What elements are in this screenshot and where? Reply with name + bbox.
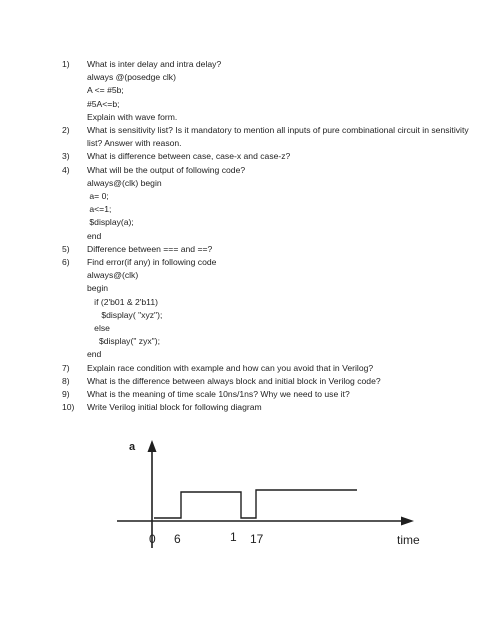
waveform-signal (154, 490, 357, 518)
code-line: if (2'b01 & 2'b11) (87, 296, 158, 307)
question-text: What is the difference between always block and initial block in Verilog code? (87, 375, 381, 386)
question-number: 6) (62, 257, 70, 268)
tick-label: 6 (174, 532, 181, 546)
code-line: #5A<=b; (87, 98, 120, 109)
tick-label: 1 (230, 530, 237, 544)
question-text: Explain race condition with example and how can you avoid that in Verilog? (87, 362, 374, 373)
code-line: else (87, 323, 110, 334)
question-text: What is sensitivity list? Is it mandatory to mention all inputs of pure combinational circuit in sensitivity list? Answer with reason. (87, 125, 469, 149)
code-line: $display(a); (87, 217, 134, 228)
question-number: 9) (62, 389, 70, 400)
x-axis-arrow (401, 517, 414, 526)
question-number: 7) (62, 362, 70, 373)
y-axis-label: a (129, 441, 136, 453)
question-text: Find error(if any) in following code (87, 257, 217, 268)
tick-label: 17 (250, 532, 264, 546)
tick-label: 0 (149, 532, 156, 546)
code-line: end (87, 349, 102, 360)
code-line: always@(clk) begin (87, 177, 162, 188)
question-number: 4) (62, 164, 70, 175)
question-text: Write Verilog initial block for following diagram (87, 402, 262, 413)
code-line: A <= #5b; (87, 85, 124, 96)
code-line: a= 0; (87, 191, 109, 202)
code-line: begin (87, 283, 109, 294)
code-line: always @(posedge clk) (87, 72, 176, 83)
code-line: $display(" zyx"); (87, 336, 160, 347)
question-number: 10) (62, 402, 75, 413)
question-number: 1) (62, 59, 70, 69)
question-number: 2) (62, 125, 70, 136)
question-text: What is the meaning of time scale 10ns/1ns? Why we need to use it? (87, 389, 350, 400)
question-text: Explain with wave form. (87, 111, 178, 122)
question-number: 8) (62, 375, 70, 386)
question-number: 3) (62, 151, 70, 162)
code-line: end (87, 230, 102, 241)
question-text: Difference between === and ==? (87, 243, 213, 254)
question-text: What is difference between case, case-x and case-z? (87, 151, 291, 162)
question-text: What is inter delay and intra delay? (87, 59, 222, 69)
code-line: $display( "xyz"); (87, 309, 163, 320)
question-number: 5) (62, 243, 70, 254)
question-text: What will be the output of following code? (87, 164, 246, 175)
y-axis-arrow (148, 440, 157, 452)
x-axis-label: time (397, 533, 420, 547)
code-line: a<=1; (87, 204, 112, 215)
code-line: always@(clk) (87, 270, 139, 281)
